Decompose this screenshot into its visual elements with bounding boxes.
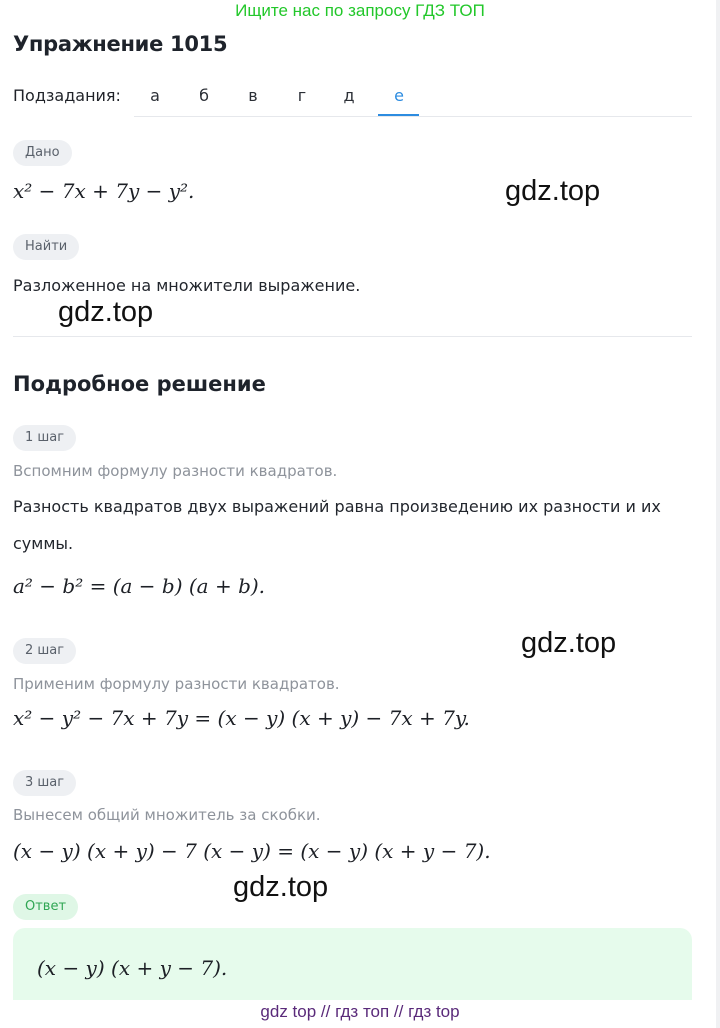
find-badge: Найти [13,234,79,260]
page-title: Упражнение 1015 [13,32,228,56]
given-expression: x² − 7x + 7y − y². [13,179,195,203]
step-1-text-line1: Разность квадратов двух выражений равна произведению их разности и их [13,497,661,516]
promo-banner: Ищите нас по запросу ГДЗ ТОП [235,1,485,20]
step-1-expression: a² − b² = (a − b) (a + b). [13,574,266,598]
step-3-hint: Вынесем общий множитель за скобки. [13,806,321,824]
footer-links[interactable]: gdz top // гдз топ // гдз top [260,1002,460,1021]
step-1-hint: Вспомним формулу разности квадратов. [13,462,338,480]
tab-v[interactable]: в [248,86,258,105]
find-text: Разложенное на множители выражение. [13,276,361,295]
watermark: gdz.top [505,175,601,207]
active-tab-indicator [378,114,419,116]
scrollbar[interactable] [716,0,720,1028]
subtask-tabs [134,76,692,117]
solution-title: Подробное решение [13,372,266,396]
step-1-badge: 1 шаг [13,425,76,451]
step-3-badge: 3 шаг [13,770,76,796]
tab-b[interactable]: б [199,86,209,105]
watermark: gdz.top [521,627,617,659]
given-badge: Дано [13,140,72,166]
section-divider [13,336,692,337]
step-2-badge: 2 шаг [13,638,76,664]
watermark: gdz.top [58,296,154,328]
step-2-expression: x² − y² − 7x + 7y = (x − y) (x + y) − 7x + 7y. [13,706,470,730]
subtasks-label: Подзадания: [13,86,121,105]
answer-expression: (x − y) (x + y − 7). [37,956,228,980]
tab-d[interactable]: д [343,86,355,105]
tab-a[interactable]: а [150,86,160,105]
step-2-hint: Применим формулу разности квадратов. [13,675,340,693]
step-1-text-line2: суммы. [13,534,74,553]
tab-e[interactable]: е [394,86,404,105]
step-3-expression: (x − y) (x + y) − 7 (x − y) = (x − y) (x + y − 7). [13,839,491,863]
tab-g[interactable]: г [297,86,307,105]
watermark: gdz.top [233,871,329,903]
answer-badge: Ответ [13,894,78,920]
